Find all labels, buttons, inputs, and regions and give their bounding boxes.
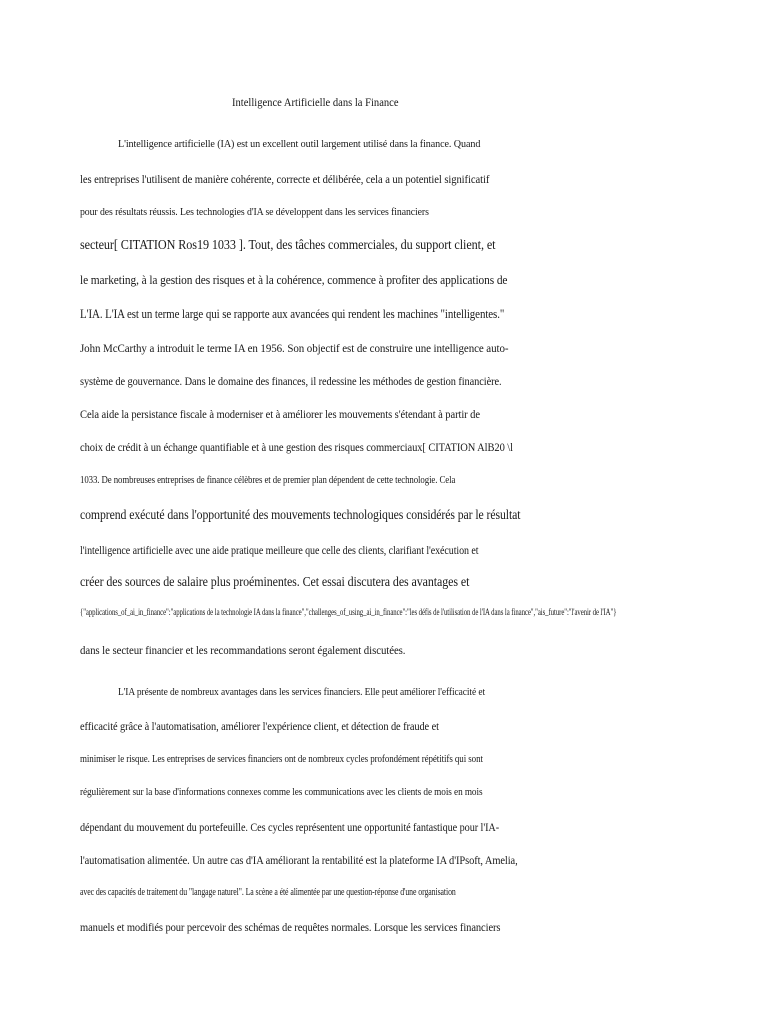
text-line: système de gouvernance. Dans le domaine des finances, il redessine les méthodes de gestion financière. (80, 374, 502, 388)
text-line: l'intelligence artificielle avec une aide pratique meilleure que celle des clients, clarifiant l'exécution et (80, 543, 479, 557)
text-line: l'automatisation alimentée. Un autre cas d'IA améliorant la rentabilité est la plateforme IA d'IPsoft, Amelia, (80, 853, 518, 867)
text-line: L'intelligence artificielle (IA) est un excellent outil largement utilisé dans la finance. Quand (118, 138, 481, 150)
text-line: dépendant du mouvement du portefeuille. Ces cycles représentent une opportunité fantastique pour l'IA- (80, 820, 500, 834)
text-line: secteur[ CITATION Ros19 1033 ]. Tout, des tâches commerciales, du support client, et (80, 238, 496, 253)
text-line: régulièrement sur la base d'informations connexes comme les communications avec les clients de mois en mois (80, 786, 483, 798)
text-line: Cela aide la persistance fiscale à moderniser et à améliorer les mouvements s'étendant à partir de (80, 407, 480, 421)
text-line: créer des sources de salaire plus proéminentes. Cet essai discutera des avantages et (80, 575, 470, 590)
text-line: manuels et modifiés pour percevoir des schémas de requêtes normales. Lorsque les services financiers (80, 920, 501, 934)
text-line: le marketing, à la gestion des risques et à la cohérence, commence à profiter des applications de (80, 272, 508, 287)
text-line: efficacité grâce à l'automatisation, améliorer l'expérience client, et détection de fraude et (80, 719, 439, 733)
text-line: L'IA. L'IA est un terme large qui se rapporte aux avancées qui rendent les machines "intelligentes." (80, 306, 505, 321)
text-line: choix de crédit à un échange quantifiable et à une gestion des risques commerciaux[ CITATION AlB20 \l (80, 440, 513, 454)
text-line: les entreprises l'utilisent de manière cohérente, correcte et délibérée, cela a un potentiel significatif (80, 172, 490, 186)
text-line: minimiser le risque. Les entreprises de services financiers ont de nombreux cycles profondément répétitifs qui sont (80, 753, 483, 765)
text-line: comprend exécuté dans l'opportunité des mouvements technologiques considérés par le résultat (80, 508, 521, 523)
text-line: L'IA présente de nombreux avantages dans les services financiers. Elle peut améliorer l'efficacité et (118, 686, 486, 698)
text-line: dans le secteur financier et les recommandations seront également discutées. (80, 643, 406, 657)
text-line: John McCarthy a introduit le terme IA en 1956. Son objectif est de construire une intelligence auto- (80, 341, 509, 355)
json-text-line: {"applications_of_ai_in_finance":"applications de la technologie IA dans la finance","challenges_of_using_ai_in_finance":"les défis de l'utilisation de l'IA dans la finance","ais_future":"l'avenir de l'IA"} (80, 608, 617, 618)
text-line: 1033. De nombreuses entreprises de finance célèbres et de premier plan dépendent de cette technologie. Cela (80, 474, 456, 486)
document-title: Intelligence Artificielle dans la Finance (232, 95, 399, 109)
text-line: avec des capacités de traitement du "langage naturel". La scène a été alimentée par une question-réponse d'une organisation (80, 887, 456, 898)
text-line: pour des résultats réussis. Les technologies d'IA se développent dans les services financiers (80, 206, 429, 218)
